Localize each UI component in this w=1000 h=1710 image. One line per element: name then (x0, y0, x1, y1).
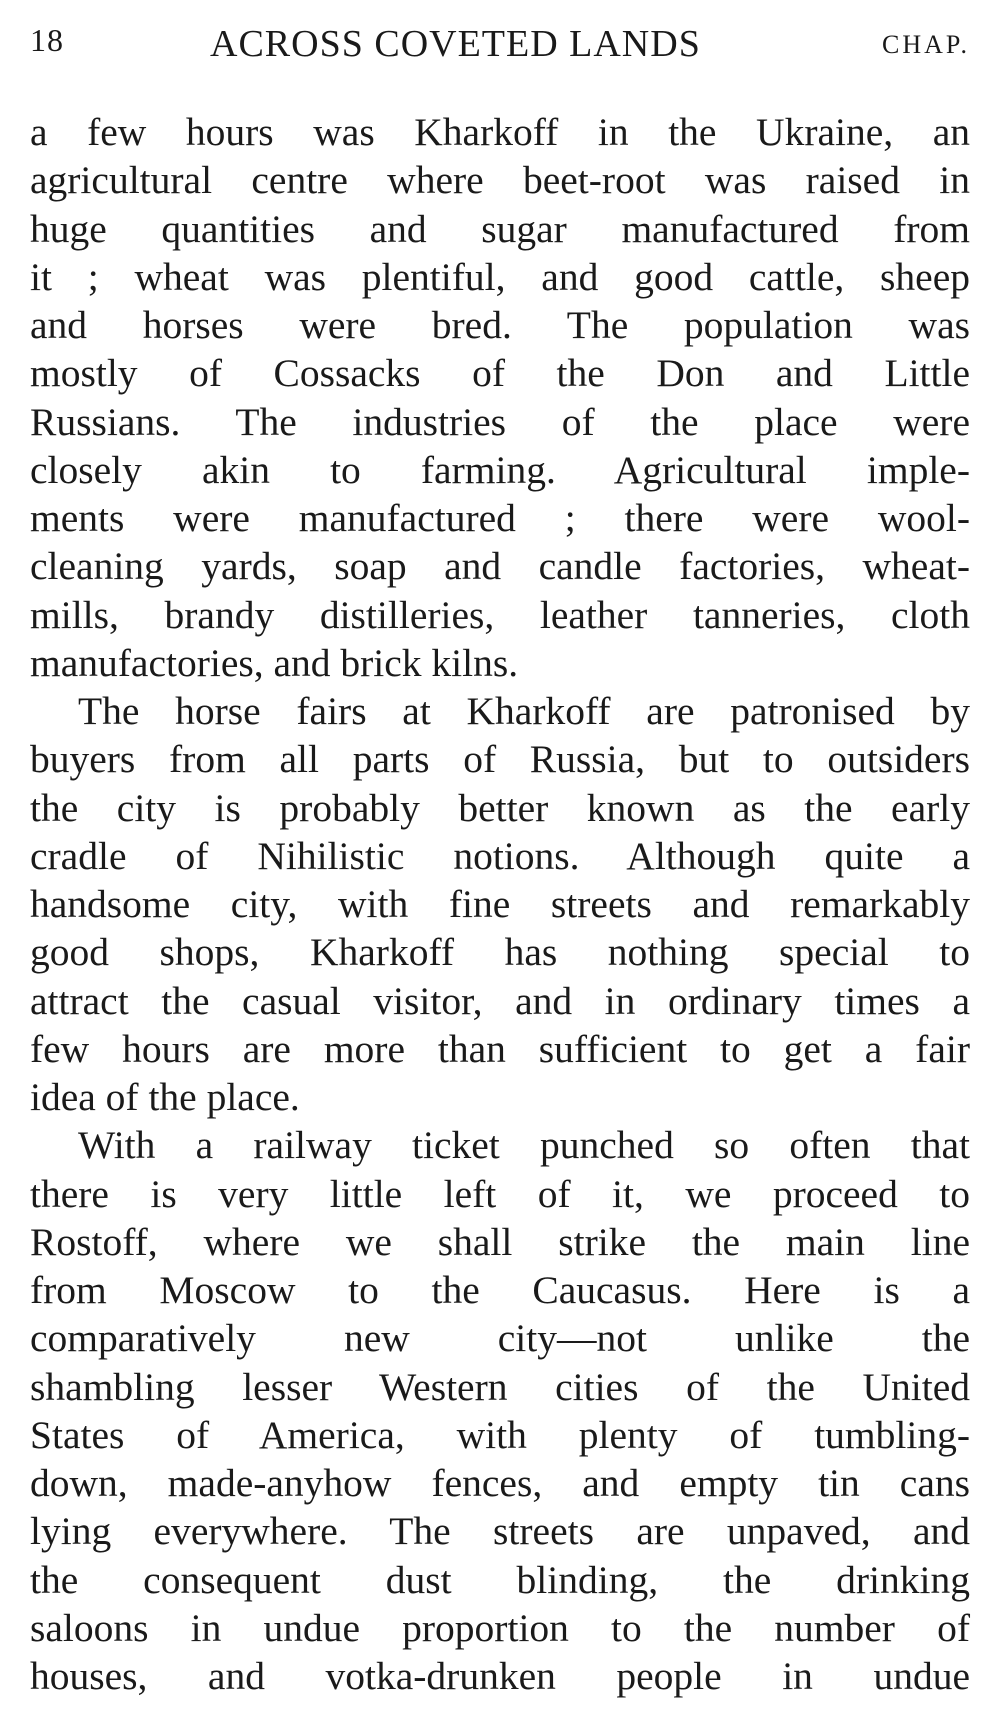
running-header (30, 22, 970, 72)
text-line: cleaning yards, soap and candle factories, wheat- (30, 544, 970, 589)
text-line: from Moscow to the Caucasus. Here is a (30, 1268, 970, 1312)
text-line: buyers from all parts of Russia, but to outsiders (30, 737, 970, 782)
text-line: huge quantities and sugar manufactured from (30, 206, 970, 251)
text-line: few hours are more than sufficient to get a fair (30, 1026, 970, 1071)
text-line: houses, and votka-drunken people in undue (30, 1654, 970, 1698)
text-line: mills, brandy distilleries, leather tanneries, cloth (30, 592, 970, 637)
text-line: Russians. The industries of the place were (30, 399, 970, 444)
text-line: there is very little left of it, we proceed to (30, 1171, 970, 1216)
text-line: agricultural centre where beet-root was raised in (30, 158, 970, 203)
text-line: With a railway ticket punched so often that (78, 1123, 970, 1168)
text-line: idea of the place. (30, 1075, 300, 1119)
text-line: a few hours was Kharkoff in the Ukraine, an (30, 110, 970, 154)
book-title: ACROSS COVETED LANDS (210, 23, 701, 65)
text-line: shambling lesser Western cities of the United (30, 1364, 970, 1409)
text-line: lying everywhere. The streets are unpaved, and (30, 1509, 970, 1554)
text-line: manufactories, and brick kilns. (30, 640, 519, 685)
text-line: comparatively new city—not unlike the (30, 1316, 970, 1361)
paragraph (30, 1121, 970, 1700)
text-line: cradle of Nihilistic notions. Although quite a (30, 833, 970, 878)
paragraph (30, 687, 970, 1121)
paragraph (30, 108, 970, 687)
text-line: mostly of Cossacks of the Don and Little (30, 351, 970, 396)
text-line: good shops, Kharkoff has nothing special to (30, 930, 970, 975)
page-body (30, 108, 970, 1700)
text-line: States of America, with plenty of tumbling- (30, 1412, 970, 1457)
text-line: Rostoff, where we shall strike the main line (30, 1219, 970, 1264)
text-line: the city is probably better known as the early (30, 785, 970, 830)
text-line: the consequent dust blinding, the drinking (30, 1557, 970, 1602)
text-line: closely akin to farming. Agricultural imple- (30, 447, 970, 492)
text-line: The horse fairs at Kharkoff are patronised by (78, 689, 970, 733)
text-line: saloons in undue proportion to the number of (30, 1605, 970, 1650)
chapter-label: CHAP. (882, 30, 970, 59)
text-line: and horses were bred. The population was (30, 303, 970, 347)
text-line: it ; wheat was plentiful, and good cattle, sheep (30, 254, 970, 299)
text-line: ments were manufactured ; there were wool- (30, 496, 970, 540)
page-number: 18 (30, 22, 64, 58)
text-line: down, made-anyhow fences, and empty tin cans (30, 1461, 970, 1505)
text-line: handsome city, with fine streets and remarkably (30, 882, 970, 926)
text-line: attract the casual visitor, and in ordinary times a (30, 978, 970, 1023)
